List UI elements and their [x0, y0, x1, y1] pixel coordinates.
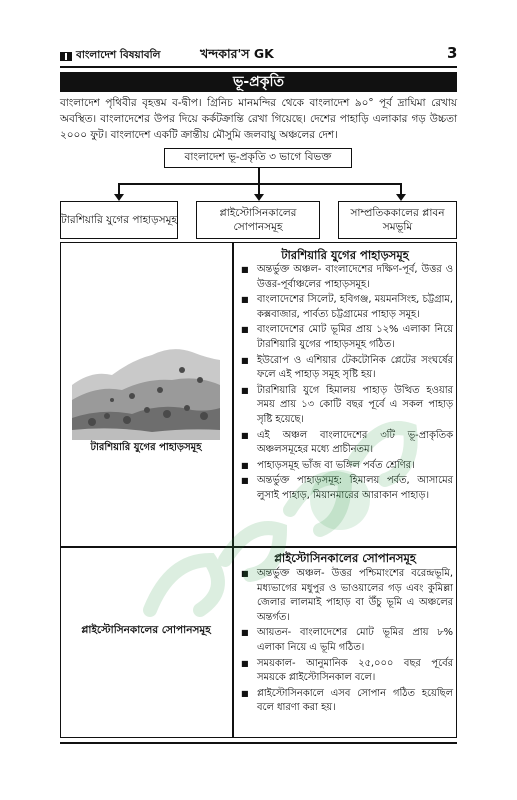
diagram-branch-box — [60, 201, 178, 239]
bullet-item: ■ সময়কাল- আনুমানিক ২৫,০০০ বছর পূর্বের সময়কে প্লাইস্টোসিনকাল বলে। — [239, 657, 453, 686]
diagram-branch-label: প্লাইস্টোসিনকালের সোপানসমূহ — [219, 207, 297, 233]
table-divider — [232, 242, 234, 738]
bullet-item: ■ টারশিয়ারি যুগে হিমালয় পাহাড় উত্থিত হওয়ার সময় প্রায় ১৩ কোটি বছর পূর্বে এ সকল পাহাড় সৃষ্টি হয়েছে। — [239, 384, 453, 428]
photo-caption: টারশিয়ারি যুগের পাহাড়সমূহ — [90, 442, 202, 453]
diagram-root-label: বাংলাদেশ ভূ-প্রকৃতি ৩ ভাগে বিভক্ত — [184, 150, 332, 163]
footer-rule — [60, 742, 457, 744]
bullet-item: ■ ইউরোপ ও এশিয়ার টেকটোনিক প্লেটের সংঘর্ষের ফলে এই পাহাড় সমূহ সৃষ্টি হয়। — [239, 354, 453, 383]
bullet-item: ■ বাংলাদেশের মোট ভূমির প্রায় ১২% এলাকা নিয়ে টারশিয়ারি যুগের পাহাড়সমূহ গঠিত। — [239, 323, 453, 352]
bullet-list — [239, 567, 453, 717]
running-header-left — [60, 48, 160, 65]
running-header-title: খন্দকার'স GK — [200, 46, 274, 61]
running-header-left-text: বাংলাদেশ বিষয়াবলি — [76, 49, 161, 61]
bullet-item: ■ অন্তর্ভুক্ত পাহাড়সমূহ: হিমালয় পর্বত, আসামের লুসাই পাহাড়, মিয়ানমারের আরাকান পাহাড়। — [239, 474, 453, 503]
arrow-down-icon — [114, 194, 124, 201]
diagram-branch-box — [338, 201, 457, 239]
diagram-branch-label: টারশিয়ারি যুগের পাহাড়সমূহ — [61, 214, 177, 226]
bullet-item: ■ আয়তন- বাংলাদেশের মোট ভূমির প্রায় ৮% এলাকা নিয়ে এ ভূমি গঠিত। — [239, 626, 453, 655]
bullet-item: ■ পাহাড়সমূহ ভাঁজ বা ভঙ্গিল পর্বত শ্রেণির। — [239, 459, 453, 474]
section-heading: টারশিয়ারি যুগের পাহাড়সমূহ — [281, 248, 409, 262]
diagram-branch-box — [196, 201, 320, 239]
book-icon — [60, 52, 72, 61]
diagram-branch-label: সাম্প্রতিককালের প্লাবন সমভূমি — [350, 207, 445, 233]
bullet-item: ■ বাংলাদেশের সিলেট, হবিগঞ্জ, ময়মনসিংহ, চট্টগ্রাম, কক্সবাজার, পার্বত্য চট্টগ্রামের পাহাড় সমূহ। — [239, 293, 453, 322]
page-number: 3 — [447, 44, 458, 62]
arrow-down-icon — [254, 194, 264, 201]
arrow-down-icon — [396, 194, 406, 201]
bullet-item: ■ অন্তর্ভুক্ত অঞ্চল- উত্তর পশ্চিমাংশের বরেন্দ্রভূমি, মধ্যভাগের মধুপুর ও ভাওয়ালের গড় এবং কুমিল্লা জেলার লালমাই পাহাড় বা উঁচু ভূমি এ অঞ্চলের অন্তর্গত। — [239, 567, 453, 625]
bullet-item: ■ অন্তর্ভুক্ত অঞ্চল- বাংলাদেশের দক্ষিণ-পূর্ব, উত্তর ও উত্তর-পূর্বাঞ্চলের পাহাড়সমূহ। — [239, 263, 453, 292]
connector-line — [258, 168, 260, 184]
diagram-root-box — [164, 148, 352, 168]
section-heading: প্লাইস্টোসিনকালের সোপানসমূহ — [274, 551, 416, 565]
intro-paragraph: বাংলাদেশ পৃথিবীর বৃহত্তম ব-দ্বীপ। গ্রিনিচ মানমন্দির থেকে বাংলাদেশ ৯০° পূর্ব দ্রাঘিমা রেখায় অবস্থিত। বাংলাদেশের উপর দিয়ে কর্কটক্রান্তি রেখা গিয়েছে। দেশের পাহাড়ি এলাকার গড় উচ্চতা ২০০০ ফুট। বাংলাদেশ একটি ক্রান্তীয় মৌসুমি জলবায়ু অঞ্চলের দেশ। — [60, 97, 457, 141]
bullet-item: ■ প্লাইস্টোসিনকালে এসব সোপান গঠিত হয়েছিল বলে ধারণা করা হয়। — [239, 687, 453, 716]
hills-photo — [72, 330, 220, 440]
connector-line — [118, 183, 401, 185]
bullet-item: ■ এই অঞ্চল বাংলাদেশের ৩টি ভূ-প্রাকৃতিক অঞ্চলসমূহের মধ্যে প্রাচীনতম। — [239, 429, 453, 458]
bullet-list — [239, 263, 453, 505]
chapter-title: ভূ-প্রকৃতি — [60, 72, 457, 92]
section-left-caption: প্লাইস্টোসিনকালের সোপানসমূহ — [81, 624, 211, 636]
table-divider — [60, 546, 457, 548]
header-rule — [60, 66, 457, 68]
